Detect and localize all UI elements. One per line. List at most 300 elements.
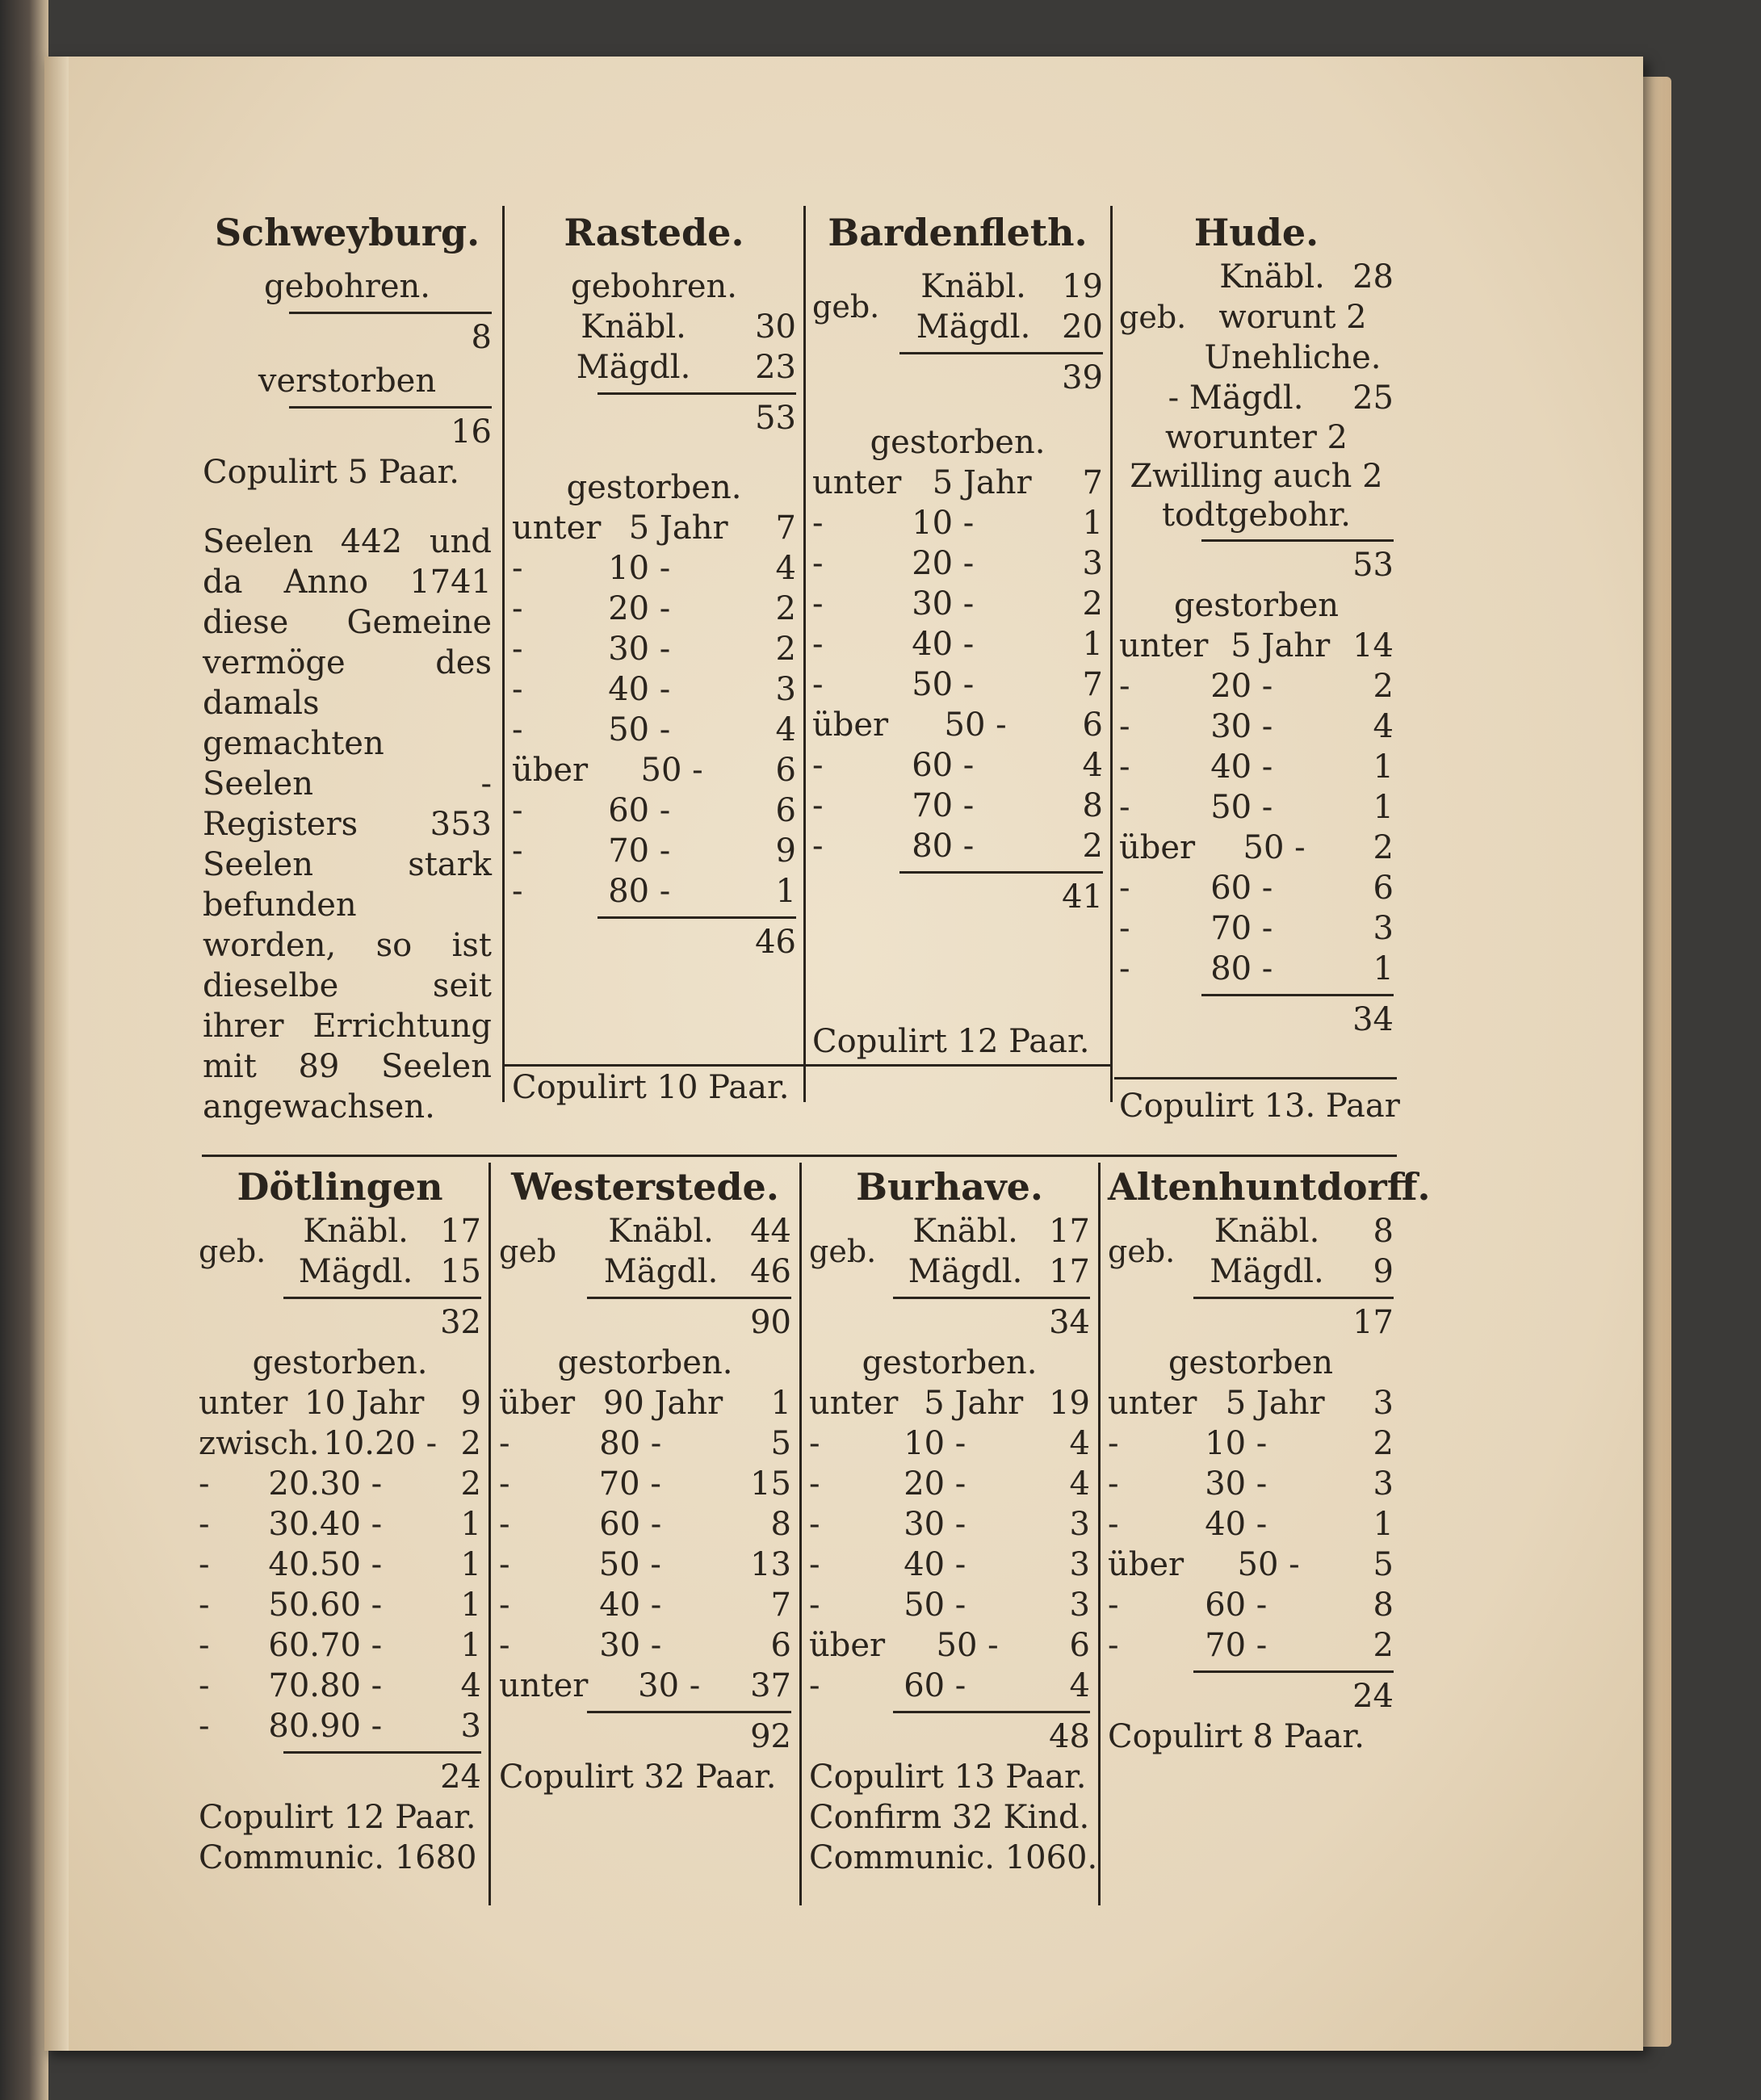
row-count: 4 — [1069, 1425, 1090, 1462]
row-age: 50 - — [598, 1546, 661, 1583]
row-prefix: - — [499, 1506, 510, 1543]
confirm-text: Confirm 32 Kind. — [809, 1799, 1090, 1836]
row-count: 3 — [1069, 1506, 1090, 1543]
table-row — [512, 871, 796, 912]
row-age: 70.80 - — [268, 1667, 383, 1704]
magdl-value: 15 — [440, 1253, 481, 1290]
magdl-label: Mägdl. — [298, 1253, 413, 1290]
table-row — [1119, 949, 1394, 989]
magdl-value: 25 — [1352, 379, 1394, 417]
row-count: 3 — [460, 1708, 481, 1745]
row-count: 1 — [1373, 748, 1394, 786]
column-title: Hude. — [1193, 211, 1319, 254]
total-rule — [899, 352, 1103, 354]
note-paragraph: Seelen 442 und da Anno 1741 diese Gemeine vermöge des damals gemachten Seelen - Registers 353 Seelen stark befunden worden, so ist dieselbe seit ihrer Errichtung mit 89 Seelen angewachsen. — [203, 523, 492, 1125]
total-rule — [1193, 1670, 1394, 1673]
row-count: 2 — [1082, 585, 1103, 622]
verstorben-label: verstorben — [258, 363, 437, 400]
row-prefix: - — [199, 1667, 210, 1704]
table-row — [1119, 626, 1394, 666]
row-age: 50 - — [904, 1587, 966, 1624]
magdl-label: - Mägdl. — [1168, 379, 1304, 417]
row-prefix: unter — [1119, 627, 1209, 664]
births-block — [199, 1211, 481, 1292]
copulirt-text: Copulirt 8 Paar. — [1108, 1718, 1365, 1755]
table-row — [1119, 828, 1394, 868]
row-count: 7 — [1082, 464, 1103, 501]
row-prefix: - — [499, 1587, 510, 1624]
row-count: 13 — [750, 1546, 791, 1583]
row-age: 30 - — [912, 585, 975, 622]
row-count: 8 — [770, 1506, 791, 1543]
row-prefix: - — [1108, 1627, 1119, 1664]
knabl-note: Unehliche. — [1204, 339, 1382, 376]
death-table — [199, 1383, 481, 1746]
column-title: Burhave. — [856, 1165, 1043, 1209]
gestorben-total: 92 — [750, 1718, 791, 1755]
gebohren-total: 34 — [1049, 1304, 1090, 1341]
table-row — [809, 1666, 1090, 1706]
row-prefix: - — [1119, 870, 1130, 907]
magdl-value: 20 — [1062, 308, 1103, 346]
row-prefix: - — [1108, 1506, 1119, 1543]
table-row — [1108, 1625, 1394, 1666]
total-rule — [289, 406, 492, 409]
row-prefix: - — [199, 1546, 210, 1583]
row-age: 20 - — [1210, 668, 1273, 705]
row-prefix: - — [1108, 1587, 1119, 1624]
row-count: 3 — [775, 671, 796, 708]
row-prefix: unter — [512, 509, 602, 547]
gestorben-total: 24 — [1352, 1678, 1394, 1715]
row-count: 1 — [460, 1506, 481, 1543]
total-rule — [899, 871, 1103, 874]
row-count: 14 — [1352, 627, 1394, 664]
row-age: 50.60 - — [268, 1587, 383, 1624]
row-age: 40 - — [1205, 1506, 1268, 1543]
row-count: 6 — [1069, 1627, 1090, 1664]
row-count: 8 — [1373, 1587, 1394, 1624]
row-age: 40 - — [599, 1587, 662, 1624]
section-rule — [202, 1155, 1397, 1157]
book-spine — [0, 0, 48, 2100]
gestorben-label: gestorben. — [870, 424, 1046, 461]
births-block — [812, 266, 1103, 347]
row-age: 30 - — [904, 1506, 966, 1543]
magdl-value: 17 — [1049, 1253, 1090, 1290]
births-block — [809, 1211, 1090, 1292]
row-age: 50 - — [1243, 829, 1306, 866]
table-row — [199, 1585, 481, 1625]
table-row — [512, 589, 796, 629]
gestorben-label: gestorben. — [862, 1344, 1038, 1381]
column-rule — [803, 206, 806, 1102]
gestorben-label: gestorben — [1168, 1344, 1334, 1381]
row-prefix: - — [812, 626, 824, 663]
row-age: 5 Jahr — [932, 464, 1032, 501]
table-row — [809, 1625, 1090, 1666]
table-row — [1119, 706, 1394, 747]
row-age: 20 - — [912, 545, 975, 582]
row-count: 7 — [775, 509, 796, 547]
row-prefix: über — [512, 752, 589, 789]
column-rule — [1110, 206, 1113, 1102]
row-age: 60 - — [912, 747, 975, 784]
row-age: 5 Jahr — [1225, 1385, 1325, 1422]
row-prefix: unter — [1108, 1385, 1197, 1422]
row-age: 40 - — [904, 1546, 966, 1583]
gebohren-total: 53 — [755, 400, 796, 437]
row-count: 6 — [775, 792, 796, 829]
row-count: 1 — [1373, 1506, 1394, 1543]
table-row — [199, 1383, 481, 1423]
row-prefix: - — [809, 1465, 820, 1503]
geb-label: geb — [499, 1234, 557, 1269]
row-count: 8 — [1082, 787, 1103, 824]
table-row — [199, 1545, 481, 1585]
row-prefix: über — [809, 1627, 886, 1664]
table-row — [499, 1585, 791, 1625]
knabl-value: 28 — [1352, 258, 1394, 296]
row-age: 30 - — [599, 1627, 662, 1664]
row-prefix: - — [512, 631, 523, 668]
gestorben-label: gestorben. — [557, 1344, 733, 1381]
births-block — [499, 1211, 791, 1292]
table-row — [512, 548, 796, 589]
row-count: 1 — [1082, 505, 1103, 542]
death-table — [499, 1383, 791, 1706]
row-prefix: - — [512, 711, 523, 748]
row-age: 30 - — [1205, 1465, 1268, 1503]
row-count: 2 — [460, 1465, 481, 1503]
copulirt-text: Copulirt 12 Paar. — [199, 1799, 476, 1836]
row-age: 10 - — [1205, 1425, 1268, 1462]
row-prefix: unter — [499, 1667, 589, 1704]
row-age: 70 - — [608, 832, 671, 870]
table-row — [812, 503, 1103, 543]
row-prefix: - — [1119, 950, 1130, 987]
total-rule — [597, 392, 796, 395]
row-prefix: - — [1119, 708, 1130, 745]
copulirt-text: Copulirt 5 Paar. — [203, 454, 459, 491]
row-count: 3 — [1069, 1587, 1090, 1624]
magdl-value: 46 — [750, 1253, 791, 1290]
row-age: 70 - — [598, 1465, 661, 1503]
row-count: 6 — [775, 752, 796, 789]
copulirt-bardenfleth: Copulirt 12 Paar. — [812, 1023, 1090, 1060]
row-prefix: - — [499, 1425, 510, 1462]
row-count: 2 — [1082, 828, 1103, 865]
row-prefix: - — [809, 1506, 820, 1543]
table-row — [812, 543, 1103, 584]
table-row — [199, 1464, 481, 1504]
table-row — [809, 1504, 1090, 1545]
total-rule — [283, 1751, 481, 1754]
table-row — [512, 629, 796, 669]
column-title: Schweyburg. — [214, 211, 480, 254]
row-prefix: - — [1119, 789, 1130, 826]
row-count: 1 — [1373, 789, 1394, 826]
gestorben-label: gestorben — [1173, 587, 1340, 624]
row-prefix: unter — [809, 1385, 899, 1422]
row-age: 10 Jahr — [304, 1385, 425, 1422]
table-row — [499, 1423, 791, 1464]
magdl-value: 9 — [1373, 1253, 1394, 1290]
row-prefix: - — [512, 590, 523, 627]
table-row — [809, 1545, 1090, 1585]
gebohren-label: gebohren. — [571, 268, 737, 305]
total-rule — [1201, 994, 1394, 996]
row-age: 80 - — [599, 1425, 662, 1462]
row-age: 50 - — [1237, 1546, 1300, 1583]
knabl-value: 19 — [1062, 268, 1103, 305]
table-row — [499, 1545, 791, 1585]
row-count: 5 — [770, 1425, 791, 1462]
table-row — [812, 624, 1103, 664]
gestorben-total: 48 — [1049, 1718, 1090, 1755]
column-title: Dötlingen — [237, 1165, 443, 1209]
column-westerstede — [494, 1163, 796, 1797]
row-age: 10.20 - — [323, 1425, 438, 1462]
table-row — [812, 745, 1103, 786]
row-age: 30 - — [608, 631, 671, 668]
row-count: 3 — [1069, 1546, 1090, 1583]
row-prefix: - — [812, 666, 824, 703]
table-row — [1108, 1545, 1394, 1585]
row-age: 30 - — [638, 1667, 701, 1704]
row-prefix: - — [499, 1546, 510, 1583]
row-count: 9 — [460, 1385, 481, 1422]
table-row — [512, 790, 796, 831]
magdl-label: Mägdl. — [576, 349, 691, 386]
row-prefix: - — [812, 747, 824, 784]
row-age: 5 Jahr — [1231, 627, 1331, 664]
table-row — [1108, 1585, 1394, 1625]
row-count: 2 — [460, 1425, 481, 1462]
copulirt-rule — [502, 1064, 1113, 1067]
row-prefix: über — [812, 706, 889, 744]
copulirt-hude: Copulirt 13. Paar — [1119, 1088, 1400, 1125]
magdl-note: worunter 2 Zwilling auch 2 todtgebohr. — [1130, 419, 1383, 534]
row-count: 1 — [460, 1587, 481, 1624]
row-prefix: - — [812, 828, 824, 865]
table-row — [1108, 1383, 1394, 1423]
table-row — [512, 669, 796, 710]
table-row — [809, 1383, 1090, 1423]
row-count: 4 — [1082, 747, 1103, 784]
row-prefix: - — [1108, 1465, 1119, 1503]
row-age: 60 - — [1205, 1587, 1268, 1624]
gebohren-total: 90 — [750, 1304, 791, 1341]
row-count: 3 — [1373, 1385, 1394, 1422]
magdl-label: Mägdl. — [916, 308, 1031, 346]
copulirt-rule — [1114, 1077, 1397, 1079]
column-rastede — [507, 208, 801, 962]
magdl-label: Mägdl. — [908, 1253, 1023, 1290]
row-age: 80.90 - — [268, 1708, 383, 1745]
table-row — [499, 1666, 791, 1706]
row-prefix: - — [812, 787, 824, 824]
gebohren-total: 8 — [471, 319, 492, 356]
copulirt-text: Copulirt 32 Paar. — [499, 1758, 777, 1796]
table-row — [199, 1666, 481, 1706]
knabl-label: Knäbl. — [920, 268, 1026, 305]
row-prefix: - — [512, 550, 523, 587]
column-bardenfleth — [807, 208, 1108, 917]
geb-label: geb. — [1108, 1234, 1176, 1269]
knabl-label: Knäbl. — [912, 1213, 1018, 1250]
table-row — [499, 1625, 791, 1666]
geb-label: geb. — [809, 1234, 877, 1269]
row-age: 40.50 - — [268, 1546, 383, 1583]
total-rule — [587, 1711, 791, 1713]
table-row — [1119, 868, 1394, 908]
column-dotlingen — [194, 1163, 486, 1878]
row-count: 4 — [1069, 1465, 1090, 1503]
knabl-label: Knäbl. — [303, 1213, 409, 1250]
row-prefix: - — [512, 671, 523, 708]
total-rule — [1193, 1297, 1394, 1299]
table-row — [809, 1464, 1090, 1504]
verstorben-total: 16 — [451, 413, 492, 451]
row-age: 50 - — [608, 711, 671, 748]
row-count: 3 — [1373, 1465, 1394, 1503]
gebohren-total: 17 — [1352, 1304, 1394, 1341]
knabl-label: Knäbl. — [1214, 1213, 1320, 1250]
table-row — [199, 1706, 481, 1746]
row-prefix: - — [499, 1627, 510, 1664]
row-count: 4 — [775, 550, 796, 587]
row-prefix: - — [1119, 748, 1130, 786]
row-count: 1 — [775, 873, 796, 910]
row-prefix: - — [199, 1506, 210, 1543]
row-prefix: - — [809, 1425, 820, 1462]
communic-text: Communic. 1060. — [809, 1839, 1098, 1876]
page-gutter — [44, 57, 69, 2051]
row-prefix: über — [1119, 829, 1196, 866]
row-prefix: - — [499, 1465, 510, 1503]
copulirt-rastede: Copulirt 10 Paar. — [512, 1069, 790, 1106]
table-row — [812, 463, 1103, 503]
row-count: 4 — [1069, 1667, 1090, 1704]
row-age: 60.70 - — [268, 1627, 383, 1664]
row-age: 30 - — [1210, 708, 1273, 745]
total-rule — [893, 1711, 1090, 1713]
row-age: 5 Jahr — [628, 509, 728, 547]
row-prefix: zwisch. — [199, 1425, 320, 1462]
row-age: 20 - — [608, 590, 671, 627]
row-count: 2 — [1373, 1627, 1394, 1664]
row-age: 70 - — [912, 787, 975, 824]
row-age: 10 - — [904, 1425, 966, 1462]
column-rule — [799, 1163, 802, 1905]
row-age: 50 - — [912, 666, 975, 703]
row-count: 4 — [1373, 708, 1394, 745]
death-table — [1119, 626, 1394, 989]
table-row — [812, 664, 1103, 705]
column-title: Bardenfleth. — [828, 211, 1088, 254]
column-hude — [1114, 208, 1398, 1040]
row-prefix: - — [512, 792, 523, 829]
death-table — [809, 1383, 1090, 1706]
row-age: 40 - — [608, 671, 671, 708]
death-table — [812, 463, 1103, 866]
death-table — [512, 508, 796, 912]
knabl-value: 17 — [1049, 1213, 1090, 1250]
table-row — [1119, 787, 1394, 828]
magdl-label: Mägdl. — [603, 1253, 719, 1290]
knabl-label: Knäbl. — [1219, 258, 1325, 296]
row-count: 37 — [750, 1667, 791, 1704]
row-count: 2 — [1373, 1425, 1394, 1462]
row-prefix: - — [1119, 910, 1130, 947]
table-row — [1108, 1464, 1394, 1504]
row-count: 1 — [460, 1627, 481, 1664]
row-prefix: - — [1119, 668, 1130, 705]
column-title: Rastede. — [564, 211, 744, 254]
row-prefix: - — [812, 505, 824, 542]
death-table — [1108, 1383, 1394, 1666]
row-age: 50 - — [944, 706, 1007, 744]
row-count: 1 — [460, 1546, 481, 1583]
total-rule — [283, 1297, 481, 1299]
row-age: 20 - — [904, 1465, 966, 1503]
row-prefix: - — [199, 1708, 210, 1745]
table-row — [1108, 1423, 1394, 1464]
table-row — [809, 1585, 1090, 1625]
row-prefix: über — [1108, 1546, 1184, 1583]
row-age: 60 - — [599, 1506, 662, 1543]
row-count: 6 — [770, 1627, 791, 1664]
row-prefix: - — [812, 545, 824, 582]
table-row — [809, 1423, 1090, 1464]
table-row — [199, 1423, 481, 1464]
row-count: 7 — [770, 1587, 791, 1624]
row-count: 4 — [775, 711, 796, 748]
gebohren-total: 53 — [1352, 547, 1394, 584]
total-rule — [1201, 539, 1394, 542]
table-row — [499, 1504, 791, 1545]
knabl-value: 30 — [755, 308, 796, 346]
total-rule — [289, 312, 492, 314]
column-altenhuntdorff — [1103, 1163, 1431, 1757]
gestorben-total: 34 — [1352, 1001, 1394, 1038]
row-age: 60 - — [1210, 870, 1273, 907]
row-age: 10 - — [912, 505, 975, 542]
total-rule — [587, 1297, 791, 1299]
row-age: 70 - — [1210, 910, 1273, 947]
row-count: 5 — [1373, 1546, 1394, 1583]
table-row — [512, 508, 796, 548]
row-prefix: - — [809, 1546, 820, 1583]
row-prefix: - — [812, 585, 824, 622]
total-rule — [893, 1297, 1090, 1299]
row-count: 4 — [460, 1667, 481, 1704]
table-row — [512, 710, 796, 750]
gestorben-total: 46 — [755, 924, 796, 961]
knabl-value: 17 — [440, 1213, 481, 1250]
table-row — [812, 584, 1103, 624]
row-prefix: - — [512, 832, 523, 870]
table-row — [1119, 747, 1394, 787]
row-count: 3 — [1082, 545, 1103, 582]
knabl-label: Knäbl. — [608, 1213, 714, 1250]
row-prefix: - — [1108, 1425, 1119, 1462]
row-age: 60 - — [608, 792, 671, 829]
column-burhave — [804, 1163, 1098, 1878]
row-age: 60 - — [904, 1667, 966, 1704]
row-age: 80 - — [1210, 950, 1273, 987]
